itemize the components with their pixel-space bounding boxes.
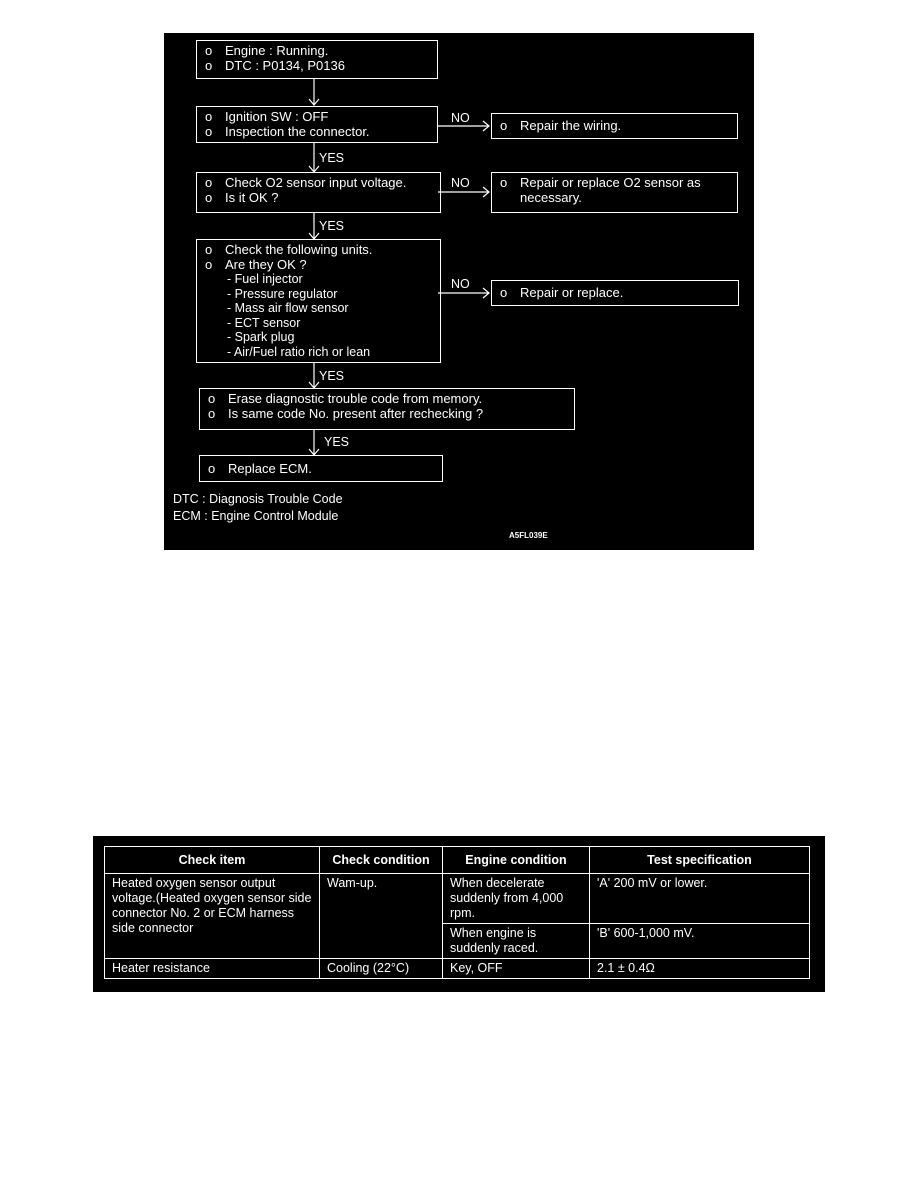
step-repair-replace: o Repair or replace.: [491, 280, 739, 306]
step-line: Ignition SW : OFF: [225, 109, 329, 124]
step-engine-running: o Engine : Running. o DTC : P0134, P0136: [196, 40, 438, 79]
cell-engine-condition: When engine is suddenly raced.: [443, 924, 590, 959]
cell-test-specification: 2.1 ± 0.4Ω: [590, 959, 810, 979]
legend-dtc: DTC : Diagnosis Trouble Code: [173, 492, 343, 506]
cell-check-item: Heater resistance: [105, 959, 320, 979]
header-check-condition: Check condition: [320, 847, 443, 874]
unit-item: - ECT sensor: [227, 315, 301, 330]
step-check-units: o Check the following units. o Are they OK ? - Fuel injector - Pressure regulator - Mass air flow sensor - ECT sensor - Spark plug - Air/Fuel ratio rich or lean: [196, 239, 441, 363]
step-line: Repair or replace.: [520, 285, 624, 300]
step-check-o2-voltage: o Check O2 sensor input voltage. o Is it OK ?: [196, 172, 441, 213]
cell-test-specification: 'A' 200 mV or lower.: [590, 874, 810, 924]
spec-table: [104, 846, 810, 979]
step-line: Erase diagnostic trouble code from memory.: [228, 391, 483, 406]
step-line: Check the following units.: [225, 242, 373, 257]
step-line: Is it OK ?: [225, 190, 279, 205]
legend-ecm: ECM : Engine Control Module: [173, 509, 339, 523]
cell-engine-condition: When decelerate suddenly from 4,000 rpm.: [443, 874, 590, 924]
flowchart-panel: [164, 33, 754, 550]
yes-label: YES: [319, 219, 345, 233]
header-check-item: Check item: [105, 847, 320, 874]
spec-table-panel: [93, 836, 825, 992]
step-line: DTC : P0134, P0136: [225, 58, 345, 73]
step-line: Repair or replace O2 sensor as: [520, 175, 701, 190]
table-row: [105, 874, 810, 924]
no-label: NO: [451, 176, 470, 190]
header-test-specification: Test specification: [590, 847, 810, 874]
cell-check-condition: Cooling (22°C): [320, 959, 443, 979]
yes-label: YES: [319, 151, 345, 165]
step-line: Replace ECM.: [228, 461, 312, 476]
cell-check-item: Heated oxygen sensor output voltage.(Heated oxygen sensor side connector No. 2 or ECM harness side connector: [105, 874, 320, 959]
step-line: Repair the wiring.: [520, 118, 622, 133]
cell-check-condition: Wam-up.: [320, 874, 443, 959]
step-repair-wiring: o Repair the wiring.: [491, 113, 738, 139]
image-code: A5FL039E: [509, 531, 548, 540]
unit-item: - Pressure regulator: [227, 286, 338, 301]
step-line: Check O2 sensor input voltage.: [225, 175, 407, 190]
unit-item: - Fuel injector: [227, 272, 303, 286]
step-repair-o2-sensor: o Repair or replace O2 sensor as necessary.: [491, 172, 738, 213]
step-line: Are they OK ?: [225, 257, 307, 272]
header-engine-condition: Engine condition: [443, 847, 590, 874]
step-line: Is same code No. present after rechecking ?: [228, 406, 484, 421]
step-replace-ecm: o Replace ECM.: [199, 455, 443, 482]
unit-item: - Spark plug: [227, 330, 295, 345]
unit-item: - Mass air flow sensor: [227, 301, 349, 316]
no-label: NO: [451, 111, 470, 125]
step-erase-dtc: o Erase diagnostic trouble code from memory. o Is same code No. present after rechecking ?: [199, 388, 575, 430]
table-header-row: [105, 847, 810, 874]
table-row: [105, 959, 810, 979]
step-ignition-off: o Ignition SW : OFF o Inspection the connector.: [196, 106, 438, 143]
step-line: necessary.: [520, 190, 582, 205]
step-line: Inspection the connector.: [225, 124, 370, 139]
cell-engine-condition: Key, OFF: [443, 959, 590, 979]
no-label: NO: [451, 277, 470, 291]
cell-test-specification: 'B' 600-1,000 mV.: [590, 924, 810, 959]
yes-label: YES: [324, 435, 350, 449]
unit-item: - Air/Fuel ratio rich or lean: [227, 344, 371, 359]
yes-label: YES: [319, 369, 345, 383]
step-line: Engine : Running.: [225, 43, 329, 58]
